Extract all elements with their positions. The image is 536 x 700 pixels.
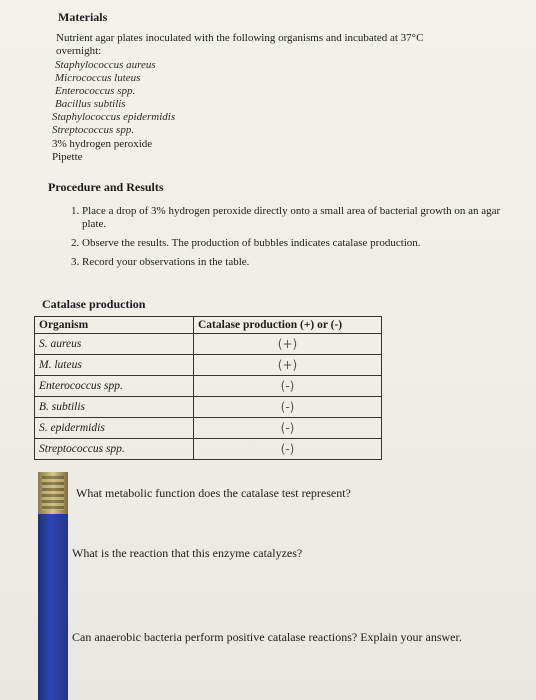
procedure-step: 1. Place a drop of 3% hydrogen peroxide directly onto a small area of bacterial growth on an agar plate. <box>82 205 522 231</box>
question-3: Can anaerobic bacteria perform positive catalase reactions? Explain your answer. <box>72 630 462 644</box>
result-cell: (+) <box>194 355 382 376</box>
organism-cell: S. epidermidis <box>35 418 194 439</box>
result-column-header: Catalase production (+) or (-) <box>194 317 382 334</box>
result-cell: (+) <box>194 334 382 355</box>
organism-item: Staphylococcus aureus <box>55 59 156 71</box>
organism-column-header: Organism <box>35 317 194 334</box>
materials-intro-cont: overnight: <box>56 45 102 57</box>
table-row <box>35 376 382 397</box>
organism-item: Streptococcus spp. <box>52 124 135 136</box>
result-cell: (-) <box>194 439 382 460</box>
procedure-step: 3. Record your observations in the table. <box>82 256 522 269</box>
table-row <box>35 439 382 460</box>
organism-item: Enterococcus spp. <box>55 85 136 97</box>
organism-item: Micrococcus luteus <box>55 72 141 84</box>
materials-intro: Nutrient agar plates inoculated with the following organisms and incubated at 37°C <box>56 32 424 44</box>
organism-cell: S. aureus <box>35 334 194 355</box>
table-row <box>35 418 382 439</box>
materials-heading: Materials <box>58 10 108 24</box>
question-2: What is the reaction that this enzyme catalyzes? <box>72 546 303 560</box>
table-row <box>35 334 382 355</box>
tool-item: Pipette <box>52 151 83 163</box>
result-cell: (-) <box>194 376 382 397</box>
table-header-row <box>35 317 382 334</box>
pen-cap-image <box>38 472 68 514</box>
procedure-heading: Procedure and Results <box>48 180 164 194</box>
procedure-step: 2. Observe the results. The production of bubbles indicates catalase production. <box>82 237 522 250</box>
catalase-table <box>34 316 382 460</box>
reagent-item: 3% hydrogen peroxide <box>52 138 153 150</box>
result-cell: (-) <box>194 418 382 439</box>
table-row <box>35 355 382 376</box>
table-row <box>35 397 382 418</box>
organism-cell: B. subtilis <box>35 397 194 418</box>
table-caption: Catalase production <box>42 297 146 311</box>
organism-cell: Enterococcus spp. <box>35 376 194 397</box>
organism-cell: M. luteus <box>35 355 194 376</box>
procedure-steps <box>62 205 522 275</box>
result-cell: (-) <box>194 397 382 418</box>
organism-item: Bacillus subtilis <box>55 98 126 110</box>
organism-cell: Streptococcus spp. <box>35 439 194 460</box>
organism-item: Staphylococcus epidermidis <box>52 111 176 123</box>
question-1: What metabolic function does the catalase test represent? <box>76 486 351 500</box>
